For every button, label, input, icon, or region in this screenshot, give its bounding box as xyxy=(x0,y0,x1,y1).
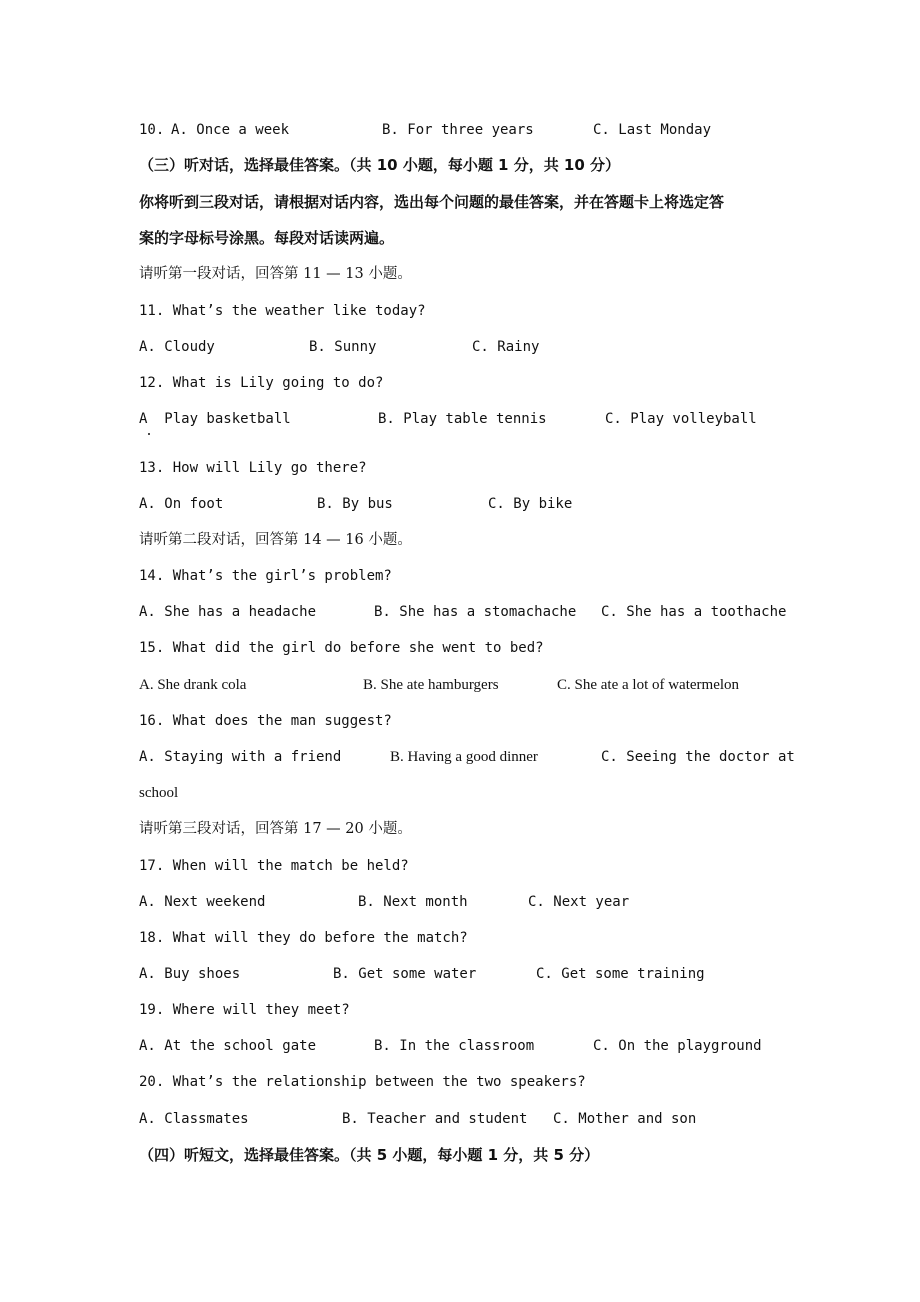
q18-question: 18. What will they do before the match? xyxy=(139,930,468,946)
q19-question: 19. Where will they meet? xyxy=(139,1002,350,1018)
q20-option-a: A. Classmates xyxy=(139,1111,249,1127)
q14-question: 14. What’s the girl’s problem? xyxy=(139,568,392,584)
q13-option-c: C. By bike xyxy=(488,496,573,512)
q15-option-a: A. She drank cola xyxy=(139,677,247,693)
q10-option-c: C. Last Monday xyxy=(593,122,712,138)
q11-option-b: B. Sunny xyxy=(309,339,377,355)
q12-question: 12. What is Lily going to do? xyxy=(139,375,384,391)
dialog2-instruction: 请听第二段对话，回答第 14 — 16 小题。 xyxy=(139,532,412,548)
section3-instruction-line2: 案的字母标号涂黑。每段对话读两遍。 xyxy=(139,229,395,247)
q18-option-a: A. Buy shoes xyxy=(139,966,241,982)
stray-dot xyxy=(148,433,150,435)
q11-option-a: A. Cloudy xyxy=(139,339,215,355)
section3-heading: （三）听对话，选择最佳答案。（共 10 小题，每小题 1 分，共 10 分） xyxy=(139,156,621,174)
q15-option-c: C. She ate a lot of watermelon xyxy=(557,677,740,693)
q15-question: 15. What did the girl do before she went to bed? xyxy=(139,640,544,656)
q17-option-b: B. Next month xyxy=(358,894,468,910)
q20-option-c: C. Mother and son xyxy=(553,1111,697,1127)
section4-heading: （四）听短文，选择最佳答案。（共 5 小题，每小题 1 分，共 5 分） xyxy=(139,1146,600,1164)
q17-option-c: C. Next year xyxy=(528,894,630,910)
q13-option-a: A. On foot xyxy=(139,496,224,512)
q18-option-c: C. Get some training xyxy=(536,966,705,982)
q12-option-a: A Play basketball xyxy=(139,411,291,427)
q10-option-a: A. Once a week xyxy=(171,122,290,138)
q14-option-b: B. She has a stomachache xyxy=(374,604,577,620)
q16-option-c: C. Seeing the doctor at xyxy=(601,749,795,765)
q13-question: 13. How will Lily go there? xyxy=(139,460,367,476)
q12-option-c: C. Play volleyball xyxy=(605,411,757,427)
dialog1-instruction: 请听第一段对话，回答第 11 — 13 小题。 xyxy=(139,266,412,282)
section3-instruction-line1: 你将听到三段对话，请根据对话内容，选出每个问题的最佳答案，并在答题卡上将选定答 xyxy=(139,193,725,211)
q20-option-b: B. Teacher and student xyxy=(342,1111,528,1127)
q14-option-c: C. She has a toothache xyxy=(601,604,787,620)
q10-number: 10. xyxy=(139,122,165,138)
q17-option-a: A. Next weekend xyxy=(139,894,266,910)
q13-option-b: B. By bus xyxy=(317,496,393,512)
q19-option-b: B. In the classroom xyxy=(374,1038,535,1054)
q17-question: 17. When will the match be held? xyxy=(139,858,409,874)
q19-option-c: C. On the playground xyxy=(593,1038,762,1054)
q18-option-b: B. Get some water xyxy=(333,966,477,982)
q14-option-a: A. She has a headache xyxy=(139,604,317,620)
q11-question: 11. What’s the weather like today? xyxy=(139,303,426,319)
dialog3-instruction: 请听第三段对话，回答第 17 — 20 小题。 xyxy=(139,821,412,837)
q16-option-b: B. Having a good dinner xyxy=(390,749,538,765)
q10-option-b: B. For three years xyxy=(382,122,534,138)
q11-option-c: C. Rainy xyxy=(472,339,540,355)
q15-option-b: B. She ate hamburgers xyxy=(363,677,499,693)
q19-option-a: A. At the school gate xyxy=(139,1038,317,1054)
q12-option-b: B. Play table tennis xyxy=(378,411,547,427)
q16-question: 16. What does the man suggest? xyxy=(139,713,392,729)
q16-option-a: A. Staying with a friend xyxy=(139,749,342,765)
q20-question: 20. What’s the relationship between the two speakers? xyxy=(139,1074,586,1090)
q16-option-c-continuation: school xyxy=(139,785,179,801)
